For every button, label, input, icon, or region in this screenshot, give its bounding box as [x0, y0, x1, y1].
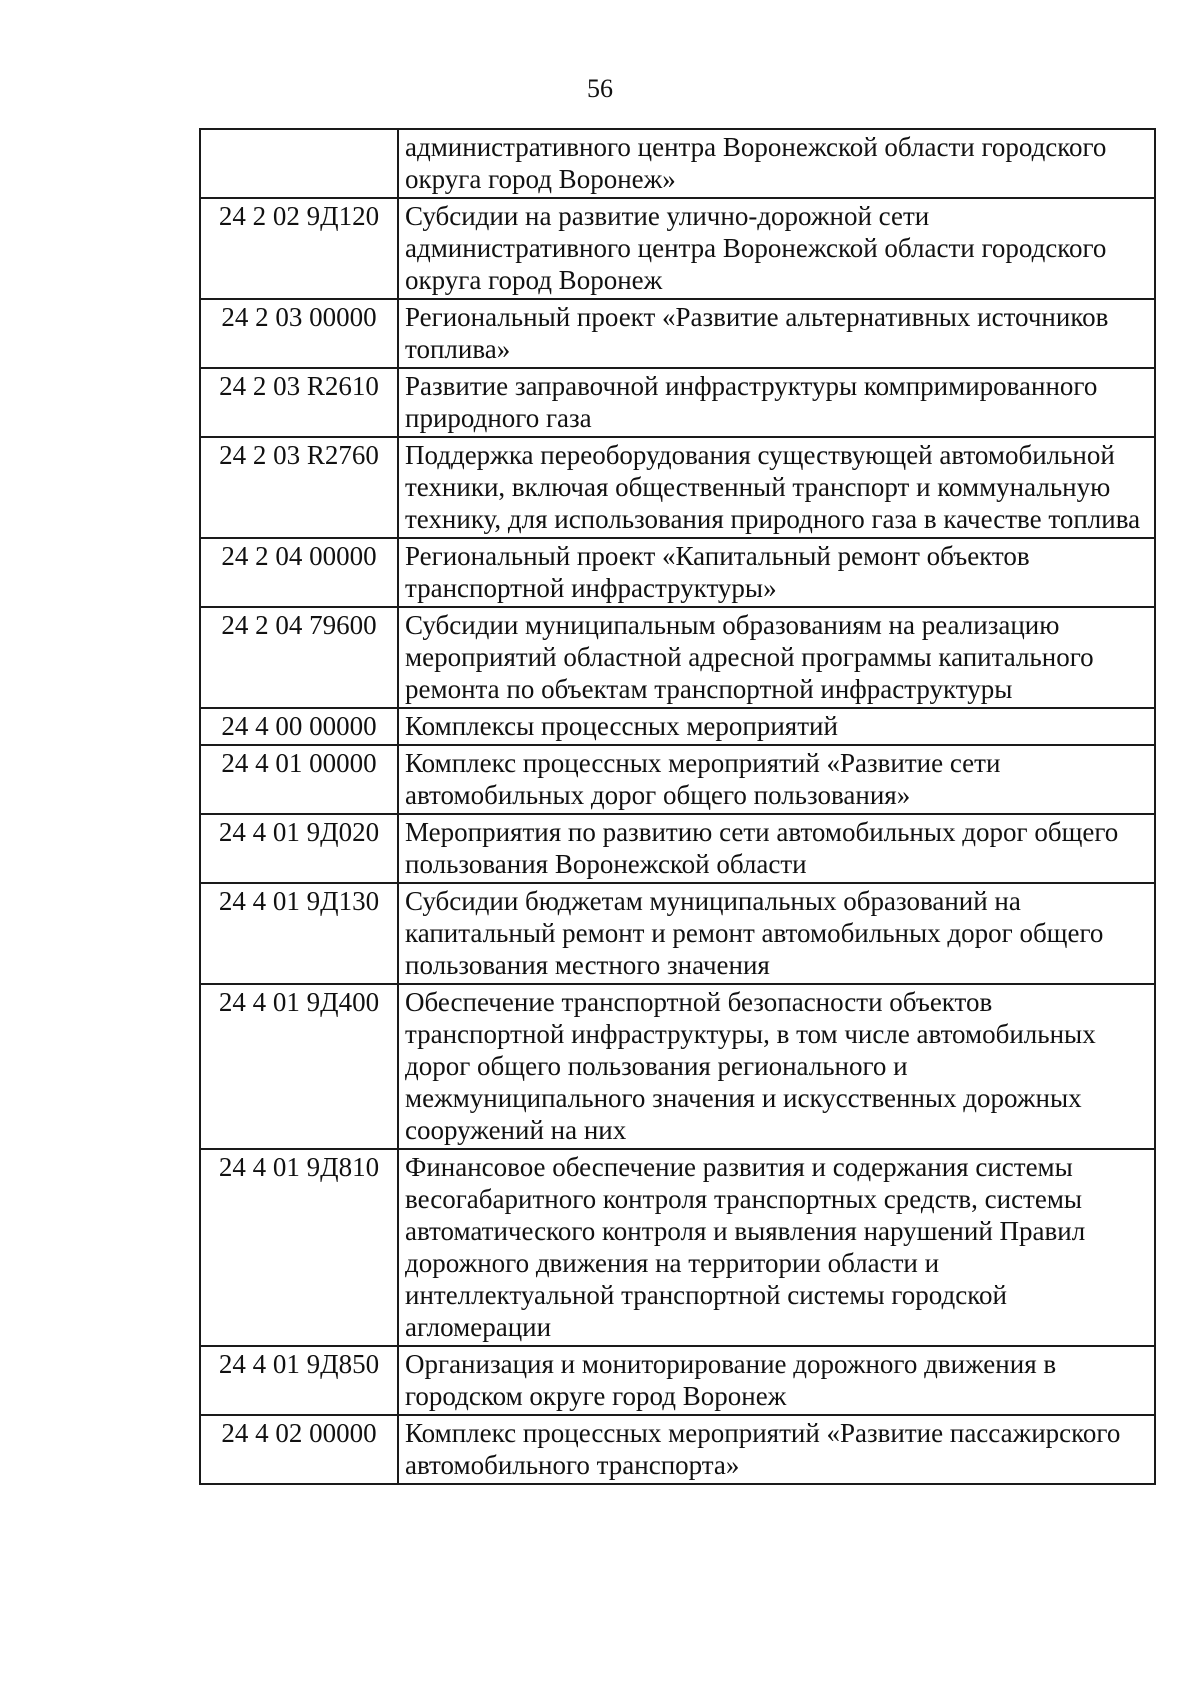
code-cell: 24 2 04 00000	[200, 538, 398, 607]
table-row	[200, 1149, 1155, 1346]
code-cell: 24 2 04 79600	[200, 607, 398, 708]
code-cell: 24 4 01 00000	[200, 745, 398, 814]
table-row	[200, 708, 1155, 745]
table-row	[200, 745, 1155, 814]
table-row	[200, 299, 1155, 368]
description-cell: Обеспечение транспортной безопасности объектов транспортной инфраструктуры, в том числе автомобильных дорог общего пользования регионального и межмуниципального значения и искусственных дорожных сооружений на них	[398, 984, 1155, 1149]
description-cell: Финансовое обеспечение развития и содержания системы весогабаритного контроля транспортных средств, системы автоматического контроля и выявления нарушений Правил дорожного движения на территории области и интеллектуальной транспортной системы городской агломерации	[398, 1149, 1155, 1346]
table-row	[200, 437, 1155, 538]
description-cell: Мероприятия по развитию сети автомобильных дорог общего пользования Воронежской области	[398, 814, 1155, 883]
code-cell: 24 2 02 9Д120	[200, 198, 398, 299]
description-cell: Субсидии на развитие улично-дорожной сети административного центра Воронежской области городского округа город Воронеж	[398, 198, 1155, 299]
table-row	[200, 607, 1155, 708]
description-cell: Развитие заправочной инфраструктуры компримированного природного газа	[398, 368, 1155, 437]
description-cell: Комплекс процессных мероприятий «Развитие сети автомобильных дорог общего пользования»	[398, 745, 1155, 814]
code-cell: 24 4 02 00000	[200, 1415, 398, 1484]
table-body	[200, 129, 1155, 1484]
table-row	[200, 1346, 1155, 1415]
code-cell	[200, 129, 398, 198]
table-row	[200, 814, 1155, 883]
table-row	[200, 538, 1155, 607]
code-cell: 24 4 01 9Д020	[200, 814, 398, 883]
code-cell: 24 2 03 R2760	[200, 437, 398, 538]
description-cell: Поддержка переоборудования существующей автомобильной техники, включая общественный транспорт и коммунальную технику, для использования природного газа в качестве топлива	[398, 437, 1155, 538]
code-cell: 24 4 01 9Д810	[200, 1149, 398, 1346]
description-cell: Региональный проект «Капитальный ремонт объектов транспортной инфраструктуры»	[398, 538, 1155, 607]
description-cell: административного центра Воронежской области городского округа город Воронеж»	[398, 129, 1155, 198]
description-cell: Организация и мониторирование дорожного движения в городском округе город Воронеж	[398, 1346, 1155, 1415]
code-cell: 24 4 01 9Д850	[200, 1346, 398, 1415]
description-cell: Региональный проект «Развитие альтернативных источников топлива»	[398, 299, 1155, 368]
code-cell: 24 2 03 R2610	[200, 368, 398, 437]
description-cell: Субсидии бюджетам муниципальных образований на капитальный ремонт и ремонт автомобильных дорог общего пользования местного значения	[398, 883, 1155, 984]
code-cell: 24 2 03 00000	[200, 299, 398, 368]
code-cell: 24 4 00 00000	[200, 708, 398, 745]
budget-codes-table	[199, 128, 1156, 1485]
description-cell: Комплексы процессных мероприятий	[398, 708, 1155, 745]
description-cell: Субсидии муниципальным образованиям на реализацию мероприятий областной адресной программы капитального ремонта по объектам транспортной инфраструктуры	[398, 607, 1155, 708]
page-number: 56	[587, 74, 613, 103]
table-row	[200, 883, 1155, 984]
table-row	[200, 198, 1155, 299]
description-cell: Комплекс процессных мероприятий «Развитие пассажирского автомобильного транспорта»	[398, 1415, 1155, 1484]
table-row	[200, 984, 1155, 1149]
code-cell: 24 4 01 9Д400	[200, 984, 398, 1149]
table-row	[200, 368, 1155, 437]
table-row	[200, 129, 1155, 198]
table-row	[200, 1415, 1155, 1484]
code-cell: 24 4 01 9Д130	[200, 883, 398, 984]
